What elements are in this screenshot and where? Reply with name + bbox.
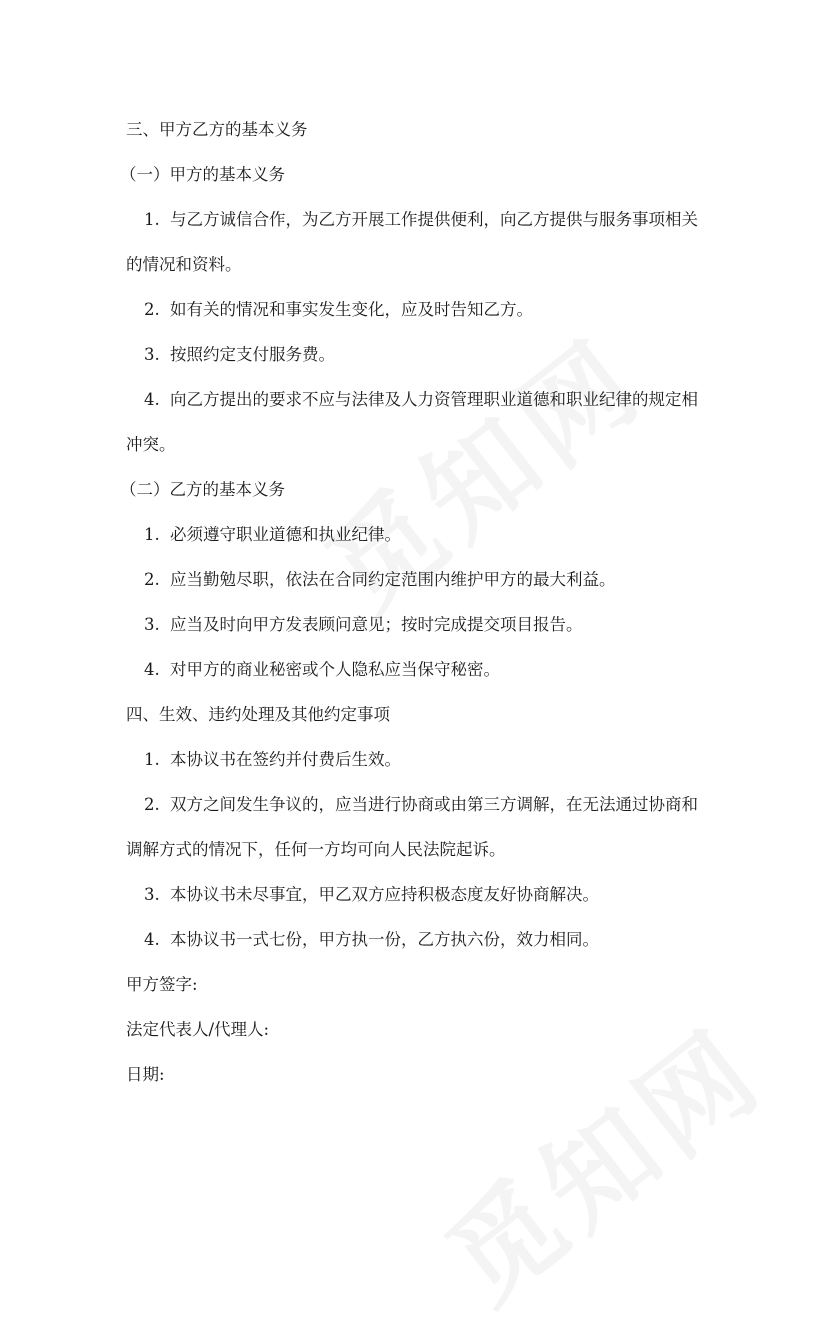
party-b-item-3 [126,602,726,647]
section-4-item-4 [126,917,726,962]
item-text-continued: 冲突。 [126,435,176,454]
document-body [120,107,726,1097]
item-text: 本协议书一式七份，甲方执一份，乙方执六份，效力相同。 [170,930,599,949]
item-number: 2. [144,300,160,319]
section-4-title: 四、生效、违约处理及其他约定事项 [126,705,390,724]
item-text: 应当及时向甲方发表顾问意见；按时完成提交项目报告。 [170,615,583,634]
item-text-continued: 的情况和资料。 [126,255,242,274]
item-text: 如有关的情况和事实发生变化，应及时告知乙方。 [170,300,533,319]
item-number: 2. [144,570,160,589]
section-3-title: 三、甲方乙方的基本义务 [126,120,308,139]
item-text: 对甲方的商业秘密或个人隐私应当保守秘密。 [170,660,500,679]
party-b-item-4 [126,647,726,692]
item-number: 4. [144,660,160,679]
party-a-signature-label: 甲方签字: [126,975,198,994]
party-b-item-2 [126,557,726,602]
item-number: 3. [144,885,160,904]
item-text: 按照约定支付服务费。 [170,345,335,364]
section-4-item-1 [126,737,726,782]
item-text: 与乙方诚信合作，为乙方开展工作提供便利，向乙方提供与服务事项相关 [170,210,698,229]
item-number: 4. [144,390,160,409]
party-a-item-4 [126,377,726,467]
item-text: 应当勤勉尽职，依法在合同约定范围内维护甲方的最大利益。 [170,570,616,589]
item-text-continued: 调解方式的情况下，任何一方均可向人民法院起诉。 [126,840,506,859]
item-text: 本协议书未尽事宜，甲乙双方应持积极态度友好协商解决。 [170,885,599,904]
date-label: 日期: [126,1065,165,1084]
party-a-item-1 [126,197,726,287]
item-number: 2. [144,795,160,814]
item-text: 向乙方提出的要求不应与法律及人力资管理职业道德和职业纪律的规定相 [170,390,698,409]
party-b-item-1 [126,512,726,557]
representative-label: 法定代表人/代理人: [126,1020,270,1039]
item-number: 1. [144,750,160,769]
item-text: 双方之间发生争议的，应当进行协商或由第三方调解，在无法通过协商和 [170,795,698,814]
section-4-item-3 [126,872,726,917]
item-number: 3. [144,615,160,634]
party-a-item-3 [126,332,726,377]
party-a-item-2 [126,287,726,332]
item-number: 3. [144,345,160,364]
item-text: 必须遵守职业道德和执业纪律。 [170,525,401,544]
section-4-item-2 [126,782,726,872]
item-number: 1. [144,525,160,544]
item-text: 本协议书在签约并付费后生效。 [170,750,401,769]
party-b-heading: （二）乙方的基本义务 [120,480,285,499]
item-number: 1. [144,210,160,229]
item-number: 4. [144,930,160,949]
party-a-heading: （一）甲方的基本义务 [120,165,285,184]
